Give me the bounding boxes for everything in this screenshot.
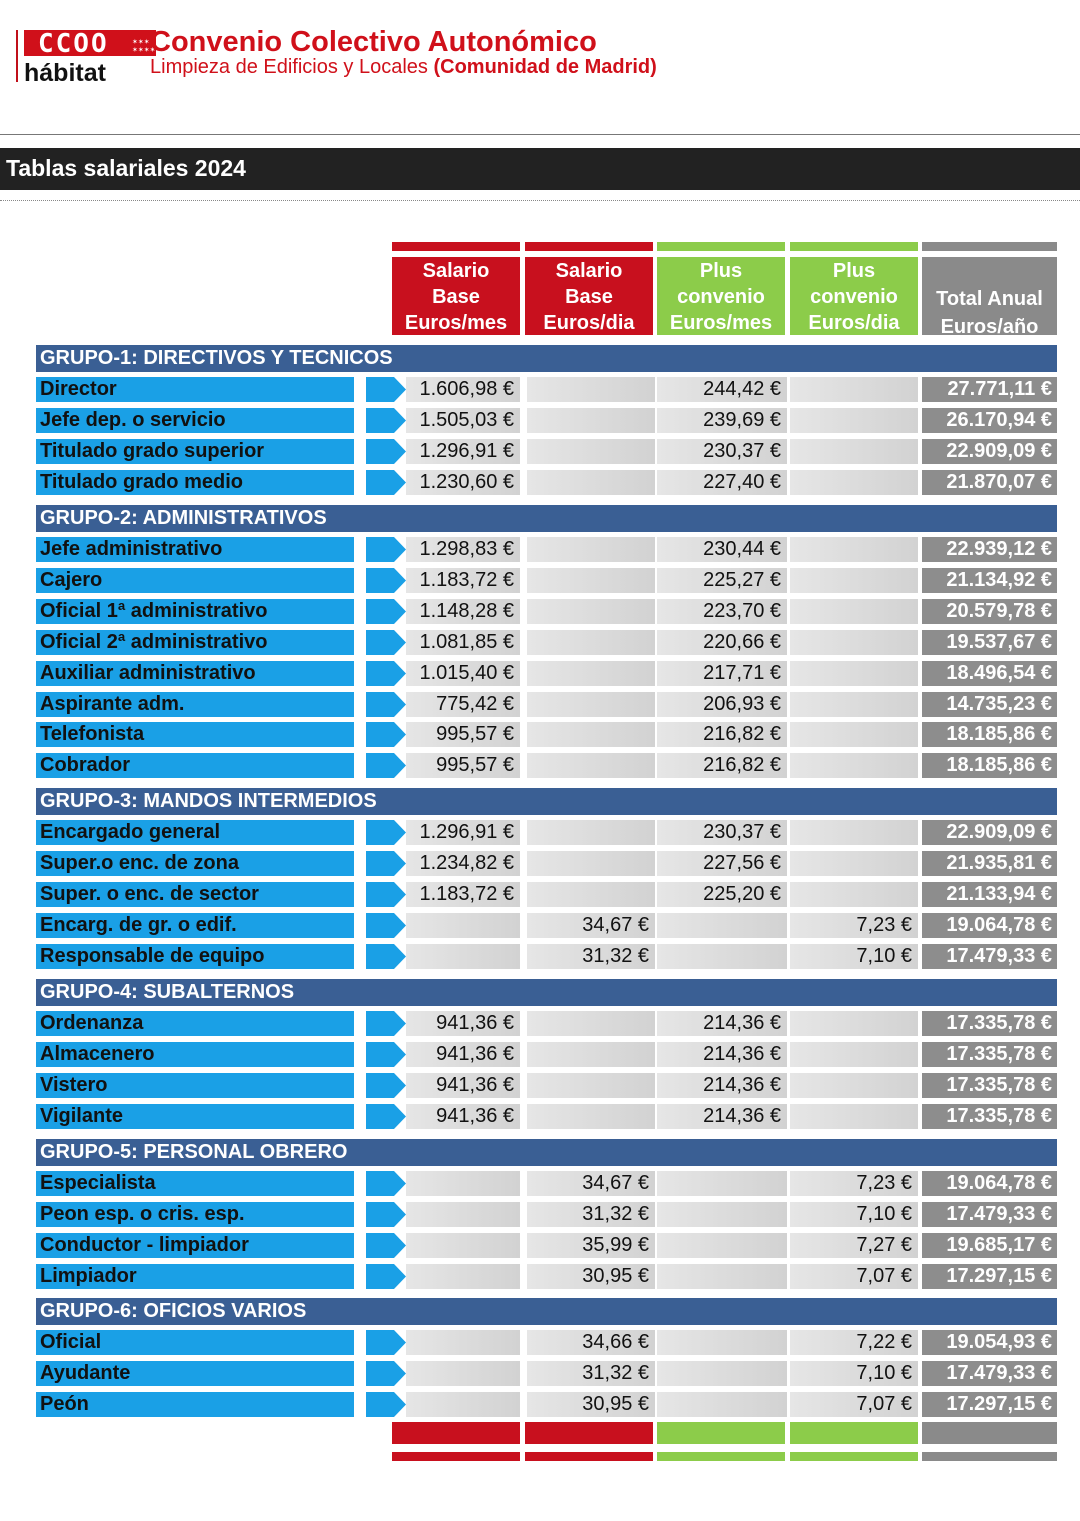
ccoo-habitat-logo (16, 29, 156, 87)
row-label: Titulado grado medio (36, 470, 354, 495)
cell-pc-mes: 227,56 € (657, 851, 787, 876)
cell-sb-dia: 30,95 € (527, 1392, 655, 1417)
cell-pc-mes: 220,66 € (657, 630, 787, 655)
cell-sb-mes: 1.230,60 € (406, 470, 520, 495)
cell-pc-dia: 7,23 € (790, 1171, 918, 1196)
column-header-line: Plus (832, 260, 876, 282)
chevron-right-icon (366, 820, 406, 845)
chevron-right-icon (366, 1104, 406, 1129)
group-header: GRUPO-3: MANDOS INTERMEDIOS (36, 788, 1057, 815)
row-label: Encargado general (36, 820, 354, 845)
cell-sb-mes: 1.296,91 € (406, 439, 520, 464)
row-label: Titulado grado superior (36, 439, 354, 464)
cell-pc-dia (790, 661, 918, 686)
chevron-right-icon (366, 1042, 406, 1067)
cell-sb-dia (527, 1073, 655, 1098)
cell-pc-dia (790, 470, 918, 495)
chevron-right-icon (366, 1233, 406, 1258)
cell-sb-mes: 1.505,03 € (406, 408, 520, 433)
document-title: Convenio Colectivo Autonómico (150, 26, 597, 58)
cell-pc-dia (790, 439, 918, 464)
column-header-line: Base (432, 286, 480, 308)
cell-pc-dia (790, 408, 918, 433)
cell-pc-mes: 216,82 € (657, 722, 787, 747)
row-label: Conductor - limpiador (36, 1233, 354, 1258)
column-header (392, 257, 520, 335)
cell-total-anual: 19.054,93 € (922, 1330, 1057, 1355)
cell-total-anual: 19.685,17 € (922, 1233, 1057, 1258)
cell-pc-mes (657, 1392, 787, 1417)
cell-total-anual: 21.133,94 € (922, 882, 1057, 907)
cell-pc-mes: 230,44 € (657, 537, 787, 562)
logo-subtext: hábitat (24, 59, 106, 87)
cell-sb-mes (406, 944, 520, 969)
section-title: Tablas salariales 2024 (6, 155, 246, 181)
cell-pc-dia (790, 599, 918, 624)
cell-total-anual: 18.496,54 € (922, 661, 1057, 686)
cell-sb-mes: 941,36 € (406, 1042, 520, 1067)
cell-pc-dia: 7,07 € (790, 1264, 918, 1289)
chevron-right-icon (366, 1011, 406, 1036)
group-header: GRUPO-6: OFICIOS VARIOS (36, 1298, 1057, 1325)
cell-pc-mes: 216,82 € (657, 753, 787, 778)
cell-total-anual: 17.335,78 € (922, 1073, 1057, 1098)
column-header (790, 257, 918, 335)
row-label: Aspirante adm. (36, 692, 354, 717)
column-footer-stripe (790, 1452, 918, 1461)
column-header-line: Euros/mes (404, 312, 508, 334)
cell-total-anual: 18.185,86 € (922, 722, 1057, 747)
cell-sb-mes (406, 1392, 520, 1417)
madrid-stars-icon: ✶✶✶ ✶✶✶✶ (132, 39, 156, 54)
chevron-right-icon (366, 1330, 406, 1355)
cell-pc-dia (790, 753, 918, 778)
chevron-right-icon (366, 661, 406, 686)
cell-pc-mes: 214,36 € (657, 1011, 787, 1036)
row-label: Jefe dep. o servicio (36, 408, 354, 433)
cell-sb-mes: 1.148,28 € (406, 599, 520, 624)
column-header-line: Total Anual (936, 288, 1043, 310)
chevron-right-icon (366, 1171, 406, 1196)
document-subtitle (150, 56, 657, 79)
column-header-line: Euros/año (940, 316, 1039, 338)
row-label: Super. o enc. de sector (36, 882, 354, 907)
cell-pc-mes (657, 1361, 787, 1386)
row-label: Cobrador (36, 753, 354, 778)
column-footer-bar (790, 1422, 918, 1444)
chevron-right-icon (366, 1361, 406, 1386)
chevron-right-icon (366, 944, 406, 969)
chevron-right-icon (366, 1073, 406, 1098)
row-label: Vistero (36, 1073, 354, 1098)
cell-sb-dia (527, 692, 655, 717)
cell-sb-dia (527, 599, 655, 624)
row-label: Especialista (36, 1171, 354, 1196)
column-header-line: Euros/dia (543, 312, 635, 334)
cell-total-anual: 18.185,86 € (922, 753, 1057, 778)
cell-pc-mes (657, 1233, 787, 1258)
chevron-right-icon (366, 851, 406, 876)
cell-sb-mes: 1.183,72 € (406, 568, 520, 593)
column-header-line: convenio (810, 286, 898, 308)
logo-divider (16, 30, 18, 82)
cell-pc-dia (790, 568, 918, 593)
cell-pc-mes: 225,20 € (657, 882, 787, 907)
cell-total-anual: 20.579,78 € (922, 599, 1057, 624)
cell-sb-mes: 941,36 € (406, 1073, 520, 1098)
group-header: GRUPO-5: PERSONAL OBRERO (36, 1139, 1057, 1166)
column-footer-bar (392, 1422, 520, 1444)
cell-total-anual: 22.909,09 € (922, 820, 1057, 845)
cell-pc-dia (790, 1042, 918, 1067)
column-header (657, 257, 785, 335)
group-header: GRUPO-4: SUBALTERNOS (36, 979, 1057, 1006)
row-label: Responsable de equipo (36, 944, 354, 969)
column-header-line: Salario (422, 260, 490, 282)
cell-pc-dia: 7,10 € (790, 944, 918, 969)
column-header-line: Euros/mes (669, 312, 773, 334)
cell-sb-mes (406, 1361, 520, 1386)
cell-sb-dia (527, 408, 655, 433)
cell-sb-dia: 34,66 € (527, 1330, 655, 1355)
column-footer-stripe (525, 1452, 653, 1461)
cell-sb-dia (527, 722, 655, 747)
cell-total-anual: 17.335,78 € (922, 1042, 1057, 1067)
row-label: Limpiador (36, 1264, 354, 1289)
cell-pc-dia: 7,27 € (790, 1233, 918, 1258)
row-label: Auxiliar administrativo (36, 661, 354, 686)
column-footer-stripe (922, 1452, 1057, 1461)
cell-pc-dia (790, 630, 918, 655)
group-header: GRUPO-2: ADMINISTRATIVOS (36, 505, 1057, 532)
cell-total-anual: 17.479,33 € (922, 1361, 1057, 1386)
cell-total-anual: 27.771,11 € (922, 377, 1057, 402)
row-label: Oficial 1ª administrativo (36, 599, 354, 624)
chevron-right-icon (366, 753, 406, 778)
column-top-bar (392, 242, 520, 251)
cell-sb-dia (527, 377, 655, 402)
cell-sb-mes (406, 1171, 520, 1196)
cell-pc-dia (790, 537, 918, 562)
cell-total-anual: 19.064,78 € (922, 913, 1057, 938)
column-footer-stripe (392, 1452, 520, 1461)
logo-text: CCOO (38, 29, 109, 59)
cell-sb-mes: 1.298,83 € (406, 537, 520, 562)
cell-pc-dia: 7,22 € (790, 1330, 918, 1355)
subtitle-main: Limpieza de Edificios y Locales (150, 56, 428, 78)
cell-pc-mes (657, 1264, 787, 1289)
cell-pc-mes: 244,42 € (657, 377, 787, 402)
chevron-right-icon (366, 882, 406, 907)
dotted-divider (0, 200, 1080, 201)
cell-pc-mes: 214,36 € (657, 1104, 787, 1129)
row-label: Oficial 2ª administrativo (36, 630, 354, 655)
logo-red-box (24, 29, 156, 59)
chevron-right-icon (366, 913, 406, 938)
cell-pc-mes: 230,37 € (657, 820, 787, 845)
column-footer-bar (657, 1422, 785, 1444)
cell-pc-dia: 7,10 € (790, 1361, 918, 1386)
cell-sb-mes: 775,42 € (406, 692, 520, 717)
cell-total-anual: 22.909,09 € (922, 439, 1057, 464)
cell-total-anual: 17.297,15 € (922, 1264, 1057, 1289)
cell-total-anual: 21.870,07 € (922, 470, 1057, 495)
cell-sb-dia (527, 661, 655, 686)
subtitle-region: (Comunidad de Madrid) (433, 56, 657, 78)
cell-sb-dia: 34,67 € (527, 1171, 655, 1196)
cell-pc-dia: 7,07 € (790, 1392, 918, 1417)
chevron-right-icon (366, 408, 406, 433)
cell-pc-dia (790, 1104, 918, 1129)
column-footer-bar (922, 1422, 1057, 1444)
cell-pc-dia (790, 882, 918, 907)
cell-pc-dia (790, 1073, 918, 1098)
row-label: Encarg. de gr. o edif. (36, 913, 354, 938)
cell-pc-mes: 217,71 € (657, 661, 787, 686)
cell-pc-mes (657, 1202, 787, 1227)
cell-sb-dia: 31,32 € (527, 944, 655, 969)
cell-sb-mes: 1.234,82 € (406, 851, 520, 876)
cell-pc-mes (657, 944, 787, 969)
row-label: Ayudante (36, 1361, 354, 1386)
chevron-right-icon (366, 568, 406, 593)
cell-pc-dia (790, 1011, 918, 1036)
cell-pc-dia (790, 377, 918, 402)
chevron-right-icon (366, 692, 406, 717)
column-header-line: Base (565, 286, 613, 308)
chevron-right-icon (366, 630, 406, 655)
cell-total-anual: 17.335,78 € (922, 1104, 1057, 1129)
cell-pc-mes: 239,69 € (657, 408, 787, 433)
cell-pc-mes: 223,70 € (657, 599, 787, 624)
row-label: Peon esp. o cris. esp. (36, 1202, 354, 1227)
column-top-bar (922, 242, 1057, 251)
cell-pc-mes (657, 1330, 787, 1355)
cell-pc-dia: 7,10 € (790, 1202, 918, 1227)
cell-pc-mes: 225,27 € (657, 568, 787, 593)
cell-sb-dia (527, 820, 655, 845)
cell-sb-mes: 941,36 € (406, 1011, 520, 1036)
cell-sb-mes (406, 1330, 520, 1355)
column-top-bar (790, 242, 918, 251)
cell-pc-mes: 214,36 € (657, 1073, 787, 1098)
cell-total-anual: 21.935,81 € (922, 851, 1057, 876)
row-label: Ordenanza (36, 1011, 354, 1036)
cell-sb-mes: 1.296,91 € (406, 820, 520, 845)
chevron-right-icon (366, 599, 406, 624)
header-divider (0, 134, 1080, 135)
cell-pc-mes: 214,36 € (657, 1042, 787, 1067)
row-label: Peón (36, 1392, 354, 1417)
cell-sb-mes: 995,57 € (406, 722, 520, 747)
cell-pc-dia: 7,23 € (790, 913, 918, 938)
cell-sb-dia (527, 753, 655, 778)
cell-sb-dia (527, 1011, 655, 1036)
cell-sb-dia: 31,32 € (527, 1361, 655, 1386)
chevron-right-icon (366, 1392, 406, 1417)
cell-pc-dia (790, 692, 918, 717)
column-top-bar (525, 242, 653, 251)
row-label: Telefonista (36, 722, 354, 747)
column-header (525, 257, 653, 335)
cell-pc-mes (657, 1171, 787, 1196)
cell-sb-mes: 1.606,98 € (406, 377, 520, 402)
cell-total-anual: 17.335,78 € (922, 1011, 1057, 1036)
cell-total-anual: 22.939,12 € (922, 537, 1057, 562)
cell-pc-dia (790, 851, 918, 876)
cell-sb-mes (406, 913, 520, 938)
cell-total-anual: 17.479,33 € (922, 1202, 1057, 1227)
cell-pc-dia (790, 722, 918, 747)
cell-sb-dia: 30,95 € (527, 1264, 655, 1289)
column-header-line: Euros/dia (808, 312, 900, 334)
cell-sb-dia (527, 851, 655, 876)
cell-sb-dia (527, 1042, 655, 1067)
cell-total-anual: 19.537,67 € (922, 630, 1057, 655)
chevron-right-icon (366, 722, 406, 747)
cell-pc-mes: 230,37 € (657, 439, 787, 464)
group-header: GRUPO-1: DIRECTIVOS Y TECNICOS (36, 345, 1057, 372)
column-footer-bar (525, 1422, 653, 1444)
cell-sb-dia (527, 1104, 655, 1129)
cell-pc-dia (790, 820, 918, 845)
row-label: Cajero (36, 568, 354, 593)
cell-sb-mes: 995,57 € (406, 753, 520, 778)
cell-sb-mes (406, 1202, 520, 1227)
column-top-bar (657, 242, 785, 251)
cell-sb-mes: 1.015,40 € (406, 661, 520, 686)
cell-pc-mes (657, 913, 787, 938)
column-header-line: Salario (555, 260, 623, 282)
chevron-right-icon (366, 377, 406, 402)
cell-total-anual: 21.134,92 € (922, 568, 1057, 593)
chevron-right-icon (366, 537, 406, 562)
cell-sb-mes: 941,36 € (406, 1104, 520, 1129)
row-label: Oficial (36, 1330, 354, 1355)
column-header-line: convenio (677, 286, 765, 308)
chevron-right-icon (366, 1264, 406, 1289)
row-label: Vigilante (36, 1104, 354, 1129)
cell-pc-mes: 206,93 € (657, 692, 787, 717)
row-label: Jefe administrativo (36, 537, 354, 562)
cell-total-anual: 17.479,33 € (922, 944, 1057, 969)
column-footer-stripe (657, 1452, 785, 1461)
cell-sb-dia (527, 882, 655, 907)
cell-sb-dia: 31,32 € (527, 1202, 655, 1227)
cell-pc-mes: 227,40 € (657, 470, 787, 495)
cell-sb-mes: 1.081,85 € (406, 630, 520, 655)
chevron-right-icon (366, 1202, 406, 1227)
cell-sb-dia: 34,67 € (527, 913, 655, 938)
cell-total-anual: 19.064,78 € (922, 1171, 1057, 1196)
row-label: Almacenero (36, 1042, 354, 1067)
cell-sb-dia (527, 537, 655, 562)
cell-sb-mes (406, 1233, 520, 1258)
cell-sb-mes: 1.183,72 € (406, 882, 520, 907)
cell-total-anual: 14.735,23 € (922, 692, 1057, 717)
cell-sb-dia (527, 439, 655, 464)
chevron-right-icon (366, 470, 406, 495)
chevron-right-icon (366, 439, 406, 464)
row-label: Super.o enc. de zona (36, 851, 354, 876)
cell-total-anual: 17.297,15 € (922, 1392, 1057, 1417)
cell-total-anual: 26.170,94 € (922, 408, 1057, 433)
cell-sb-dia (527, 470, 655, 495)
row-label: Director (36, 377, 354, 402)
cell-sb-mes (406, 1264, 520, 1289)
column-header (922, 257, 1057, 338)
column-header-line (922, 257, 1057, 285)
cell-sb-dia: 35,99 € (527, 1233, 655, 1258)
column-header-line: Plus (699, 260, 743, 282)
cell-sb-dia (527, 568, 655, 593)
cell-sb-dia (527, 630, 655, 655)
